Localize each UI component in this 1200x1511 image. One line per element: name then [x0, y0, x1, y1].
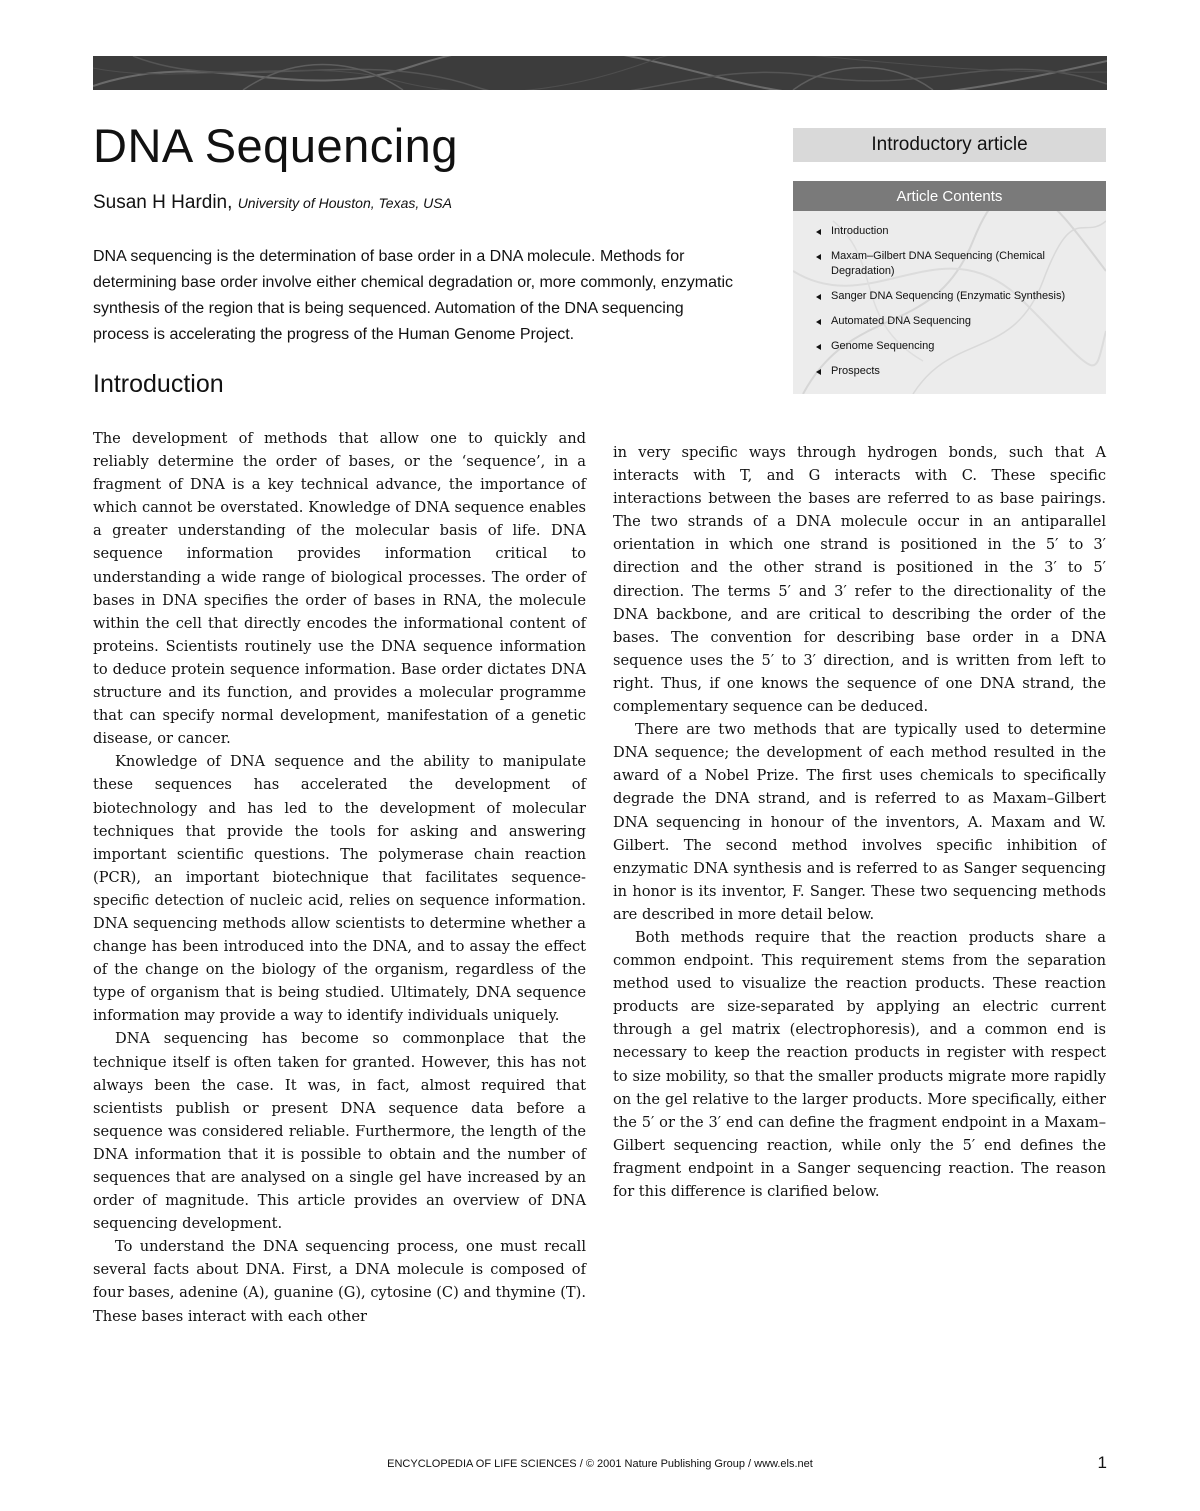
contents-item[interactable]: Sanger DNA Sequencing (Enzymatic Synthesis) [814, 289, 1096, 304]
body-paragraph: The development of methods that allow one to quickly and reliably determine the order of bases, or the ‘sequence’, in a fragment of DNA is a key technical advance, the importance of which cannot be overstated. Knowledge of DNA sequence enables a greater understanding of the molecular basis of life. DNA sequence information provides information critical to understanding a wide range of biological processes. The order of bases in DNA specifies the order of bases in RNA, the molecule within the cell that directly encodes the informational content of proteins. Scientists routinely use the DNA sequence information to deduce protein sequence information. Base order dictates DNA structure and its function, and provides a molecular programme that can specify normal development, manifestation of a genetic disease, or cancer. [93, 430, 586, 748]
body-paragraph: DNA sequencing has become so commonplace that the technique itself is often taken for granted. However, this has not always been the case. It was, in fact, almost required that scientists publish or present DNA sequence data before a sequence was considered reliable. Furthermore, the length of the DNA information that it is possible to obtain and the number of sequences that are analysed on a single gel have increased by an order of magnitude. This article provides an overview of DNA sequencing development. [93, 1030, 586, 1233]
body-column-left [93, 427, 586, 1328]
decorative-header-banner [93, 56, 1107, 90]
body-paragraph: Both methods require that the reaction products share a common endpoint. This requirement stems from the separation method used to visualize the reaction products. These reaction products are size-separated by applying an electric current through a gel matrix (electrophoresis), and a common end is necessary to keep the reaction products in register with respect to size mobility, so that the smaller products migrate more rapidly on the gel relative to the larger products. More specifically, either the 5′ or the 3′ end can define the fragment endpoint in a Maxam–Gilbert sequencing reaction, while only the 5′ end defines the fragment endpoint in a Sanger sequencing reaction. The reason for this difference is clarified below. [613, 928, 1106, 1200]
contents-item[interactable]: Introduction [814, 224, 1096, 239]
body-paragraph: Knowledge of DNA sequence and the ability to manipulate these sequences has accelerated the development of biotechnology and has led to the development of molecular techniques that provide the tools for asking and answering important scientific questions. The polymerase chain reaction (PCR), an important biotechnique that facilitates sequence-specific detection of nucleic acid, relies on sequence information. DNA sequencing methods allow scientists to determine whether a change has been introduced into the DNA, and to assay the effect of the change on the biology of the organism, regardless of the type of organism that is being studied. Ultimately, DNA sequence information may provide a way to identify individuals uniquely. [93, 753, 586, 1025]
author-affiliation: University of Houston, Texas, USA [237, 195, 452, 211]
contents-item[interactable]: Automated DNA Sequencing [814, 314, 1096, 329]
contents-item[interactable]: Prospects [814, 364, 1096, 379]
body-paragraph: There are two methods that are typically used to determine DNA sequence; the development of each method resulted in the award of a Nobel Prize. The first uses chemicals to specifically degrade the DNA strand, and is referred to as Maxam–Gilbert DNA sequencing in honour of the inventors, A. Maxam and W. Gilbert. The second method involves specific inhibition of enzymatic DNA synthesis and is referred to as Sanger sequencing in honor is its inventor, F. Sanger. These two sequencing methods are described in more detail below. [613, 721, 1106, 923]
page-footer: ENCYCLOPEDIA OF LIFE SCIENCES / © 2001 Nature Publishing Group / www.els.net [387, 1458, 813, 1470]
page-number: 1 [1097, 1453, 1107, 1472]
body-paragraph: in very specific ways through hydrogen bonds, such that A interacts with T, and G interacts with C. These specific interactions between the bases are referred to as base pairings. The two strands of a DNA molecule occur in an antiparallel orientation in which one strand is positioned in the 5′ to 3′ direction and the other strand is positioned in the 3′ to 5′ direction. The terms 5′ and 3′ refer to the directionality of the DNA backbone, and are critical to describing the order of the bases. The convention for describing base order in a DNA sequence uses the 5′ to 3′ direction, and is written from left to right. Thus, if one knows the sequence of one DNA strand, the complementary sequence can be deduced. [613, 444, 1106, 716]
abstract: DNA sequencing is the determination of base order in a DNA molecule. Methods for determining base order involve either chemical degradation or, more commonly, enzymatic synthesis of the region that is being sequenced. Automation of the DNA sequencing process is accelerating the progress of the Human Genome Project. [93, 248, 734, 343]
author-name: Susan H Hardin, [93, 192, 233, 213]
byline [93, 192, 452, 214]
article-type-label: Introductory article [793, 128, 1106, 162]
body-column-right [613, 441, 1106, 1203]
contents-item[interactable]: Genome Sequencing [814, 339, 1096, 354]
banner-swirl-pattern [93, 56, 1107, 90]
article-title: DNA Sequencing [93, 119, 458, 172]
section-heading-introduction: Introduction [93, 370, 224, 398]
body-paragraph: To understand the DNA sequencing process, one must recall several facts about DNA. First, a DNA molecule is composed of four bases, adenine (A), guanine (G), cytosine (C) and thymine (T). These bases interact with each other [93, 1238, 586, 1325]
article-contents-panel [793, 181, 1106, 394]
contents-item[interactable]: Maxam–Gilbert DNA Sequencing (Chemical Degradation) [814, 249, 1096, 279]
contents-list [793, 211, 1106, 379]
contents-header: Article Contents [793, 181, 1106, 211]
